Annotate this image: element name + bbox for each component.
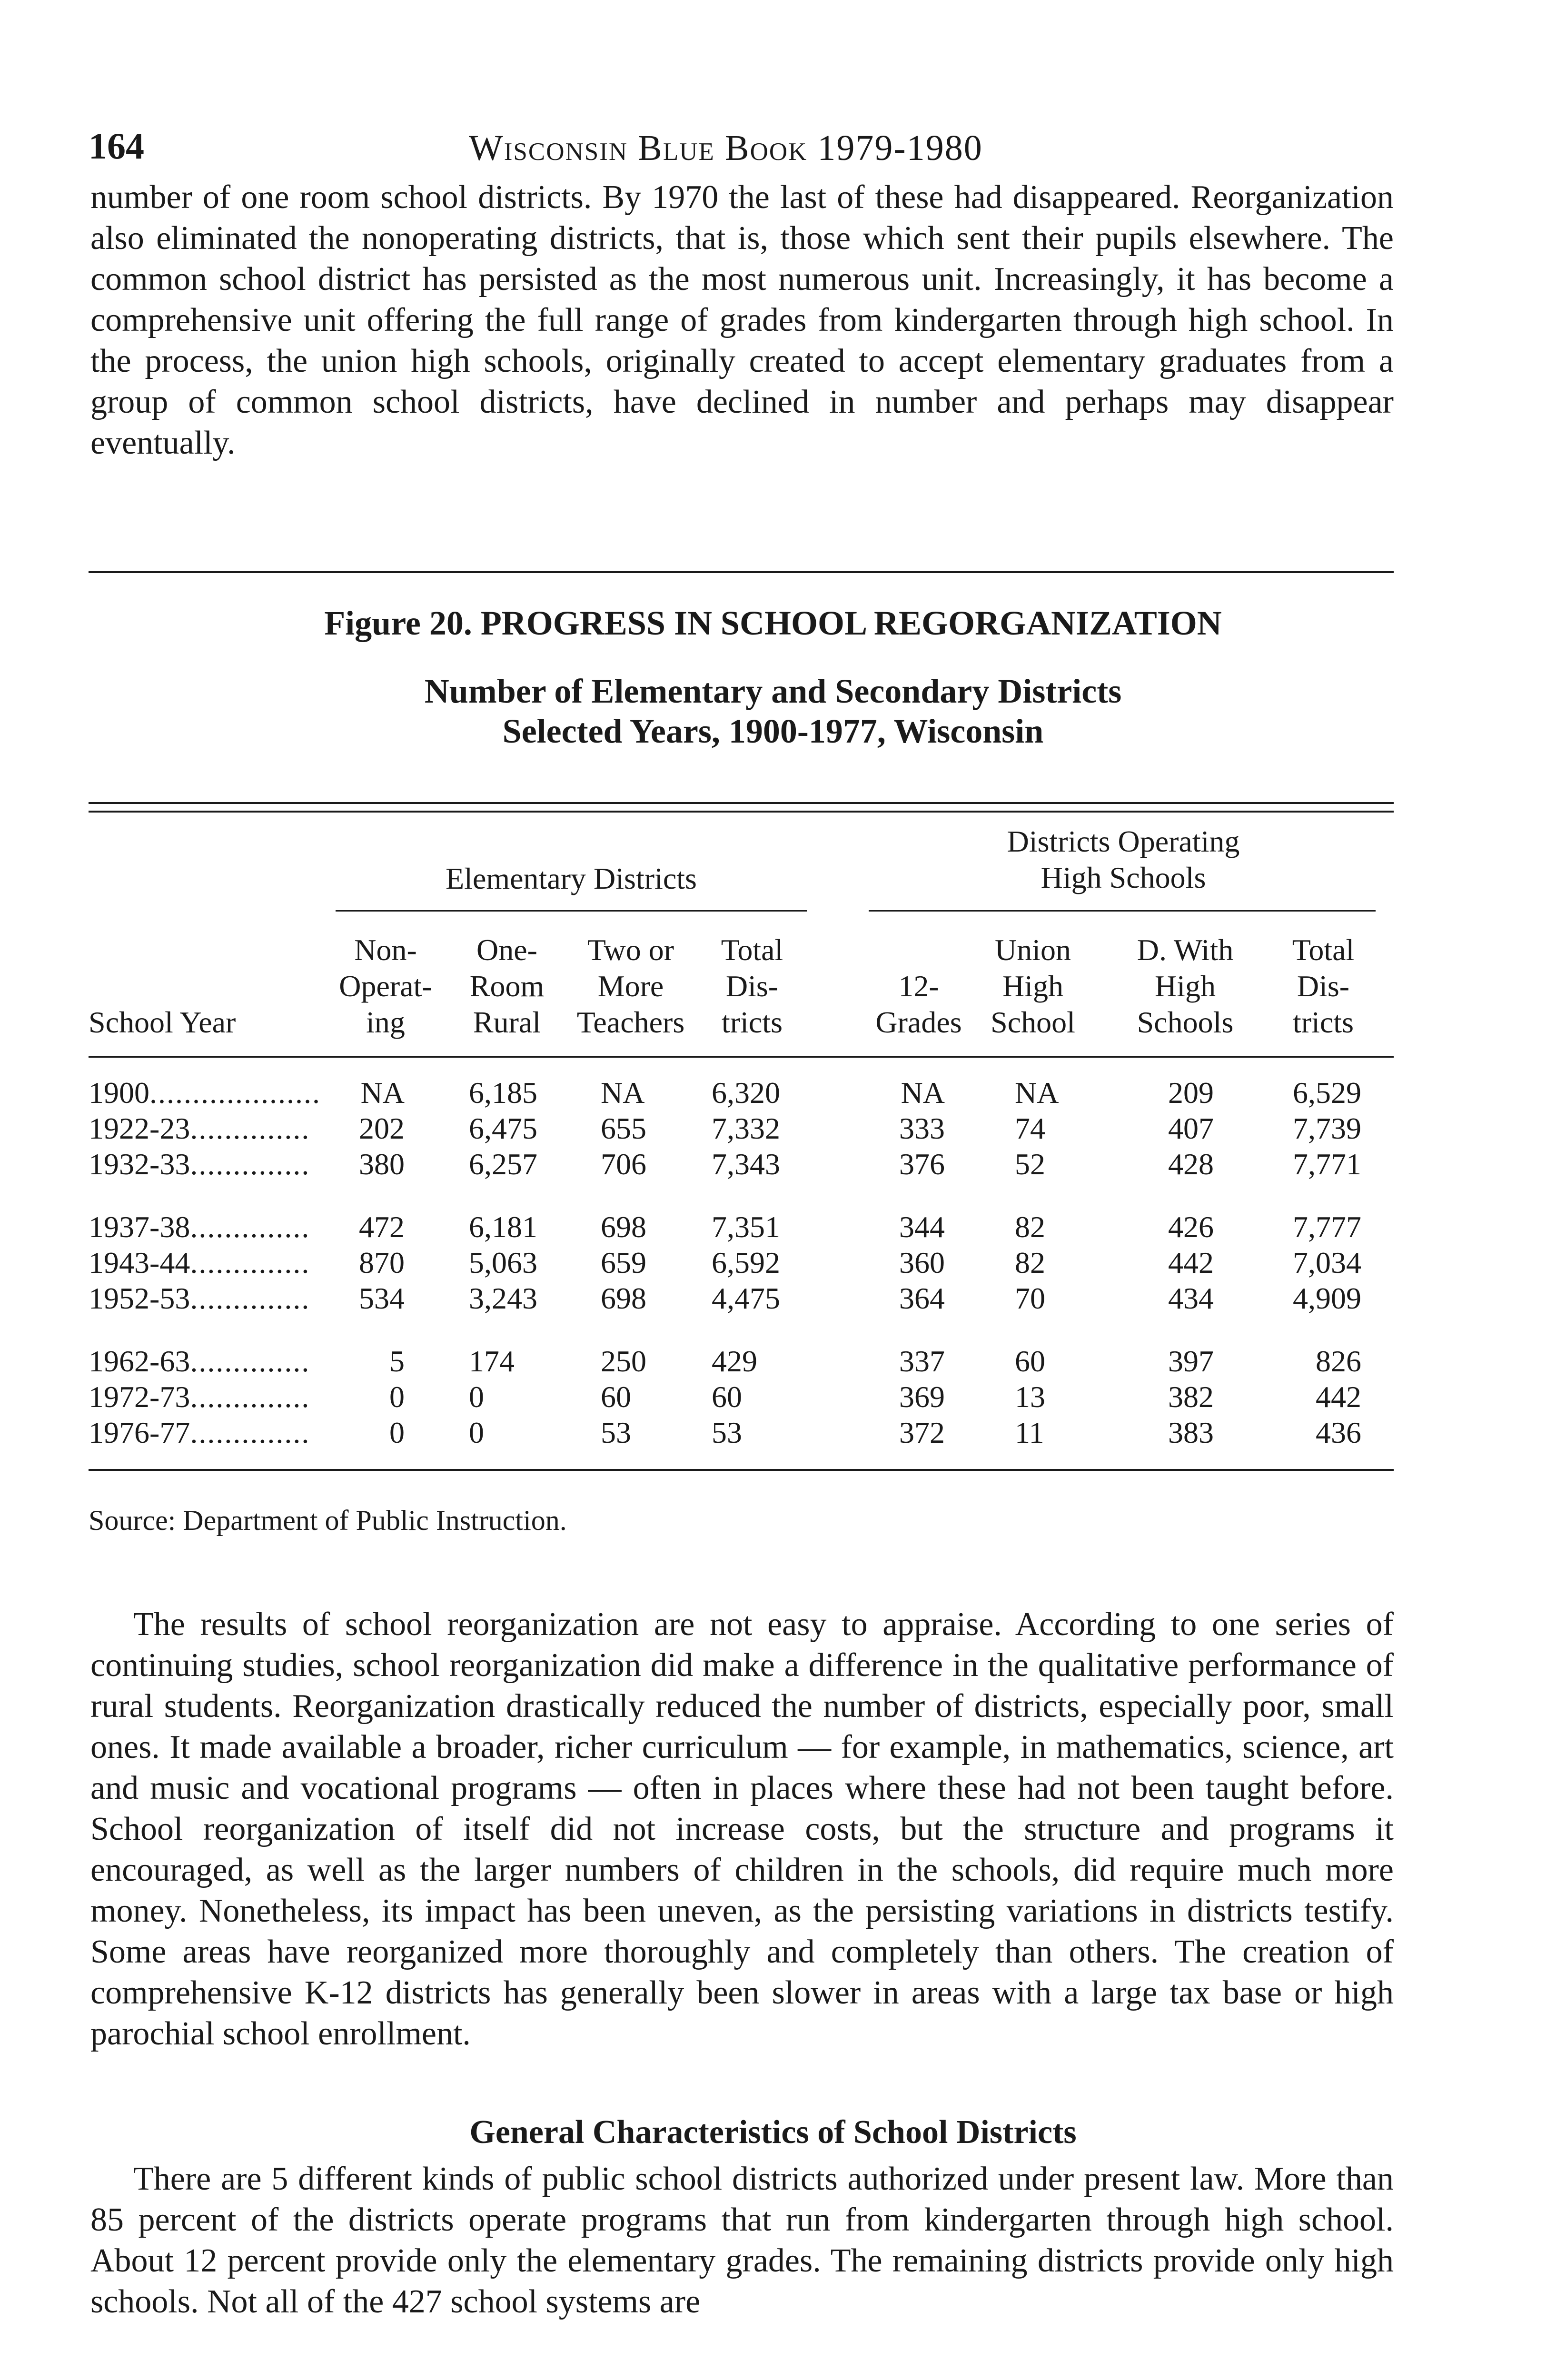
row-label-school-year bbox=[89, 1379, 310, 1415]
group-header-high-line-2: High Schools bbox=[1041, 861, 1206, 894]
table-cell: 397 bbox=[1168, 1344, 1214, 1378]
table-cell: 7,351 bbox=[712, 1210, 780, 1244]
leader-dots: .............. bbox=[190, 1416, 310, 1449]
school-year-text: 1943-44 bbox=[89, 1246, 190, 1279]
table-cell: NA bbox=[360, 1076, 405, 1110]
group-header-high-line-1: Districts Operating bbox=[1007, 824, 1240, 858]
table-cell: NA bbox=[901, 1076, 945, 1110]
column-header-line: Two or bbox=[587, 933, 674, 967]
column-header-school-year: School Year bbox=[89, 1005, 236, 1039]
table-cell: 13 bbox=[1015, 1380, 1045, 1414]
table-cell: 6,185 bbox=[469, 1076, 537, 1110]
table-cell: 202 bbox=[359, 1111, 405, 1145]
column-header-12-grades bbox=[862, 932, 976, 1041]
row-label-school-year bbox=[89, 1075, 321, 1111]
column-header-line: Rural bbox=[473, 1005, 541, 1039]
paragraph-intro-text: number of one room school districts. By 1970 the last of these had disappeared. Reorganization also eliminated the nonoperating districts, that is, those which sent their pupils elsewhere. The common school district has persisted as the most numerous unit. Increasingly, it has become a comprehensive unit offering the full range of grades from kindergarten through high school. In the process, the union high schools, originally created to accept elementary graduates from a group of common school districts, have declined in number and perhaps may disappear eventually. bbox=[90, 179, 1394, 461]
table-cell: 7,034 bbox=[1293, 1246, 1361, 1279]
column-header-line: Total bbox=[721, 933, 783, 967]
table-cell: 74 bbox=[1015, 1111, 1045, 1145]
table-cell: 382 bbox=[1168, 1380, 1214, 1414]
row-label-school-year bbox=[89, 1415, 310, 1451]
school-year-text: 1952-53 bbox=[89, 1281, 190, 1315]
column-header-elementary-total bbox=[700, 932, 804, 1041]
table-cell: 0 bbox=[389, 1416, 405, 1449]
table-source-note: Source: Department of Public Instruction. bbox=[89, 1505, 567, 1536]
table-cell: 383 bbox=[1168, 1416, 1214, 1449]
leader-dots: .............. bbox=[190, 1111, 310, 1145]
table-bottom-rule bbox=[89, 1469, 1394, 1471]
figure-subtitle-line-2: Selected Years, 1900-1977, Wisconsin bbox=[502, 712, 1044, 750]
column-header-one-room-rural bbox=[452, 932, 562, 1041]
column-header-line: Grades bbox=[875, 1005, 962, 1039]
column-header-line: D. With bbox=[1137, 933, 1234, 967]
column-header-line: Room bbox=[469, 969, 545, 1003]
table-cell: 826 bbox=[1316, 1344, 1361, 1378]
table-cell: 6,320 bbox=[712, 1076, 780, 1110]
table-cell: 436 bbox=[1316, 1416, 1361, 1449]
leader-dots: .............. bbox=[190, 1380, 310, 1414]
leader-dots: .............. bbox=[190, 1281, 310, 1315]
column-header-line: Teachers bbox=[576, 1005, 685, 1039]
table-cell: 53 bbox=[712, 1416, 742, 1449]
table-cell: 7,332 bbox=[712, 1111, 780, 1145]
running-title: Wisconsin Blue Book 1979-1980 bbox=[469, 128, 983, 168]
table-cell: 434 bbox=[1168, 1281, 1214, 1315]
table-cell: 380 bbox=[359, 1147, 405, 1181]
table-cell: 706 bbox=[601, 1147, 646, 1181]
table-cell: NA bbox=[601, 1076, 645, 1110]
table-cell: 60 bbox=[1015, 1344, 1045, 1378]
table-cell: 372 bbox=[899, 1416, 945, 1449]
table-cell: 0 bbox=[469, 1380, 484, 1414]
table-cell: 870 bbox=[359, 1246, 405, 1279]
table-cell: 6,592 bbox=[712, 1246, 780, 1279]
column-header-line: Union bbox=[995, 933, 1071, 967]
table-cell: 60 bbox=[601, 1380, 631, 1414]
table-cell: 6,529 bbox=[1293, 1076, 1361, 1110]
column-header-line: Operat- bbox=[339, 969, 432, 1003]
table-cell: 209 bbox=[1168, 1076, 1214, 1110]
paragraph-results bbox=[90, 1604, 1394, 2054]
table-cell: 698 bbox=[601, 1210, 646, 1244]
table-cell: 429 bbox=[712, 1344, 757, 1378]
table-cell: 655 bbox=[601, 1111, 646, 1145]
table-cell: 442 bbox=[1168, 1246, 1214, 1279]
table-cell: 3,243 bbox=[469, 1281, 537, 1315]
table-cell: 659 bbox=[601, 1246, 646, 1279]
column-header-line: 12- bbox=[898, 969, 939, 1003]
table-cell: 250 bbox=[601, 1344, 646, 1378]
figure-top-rule bbox=[89, 571, 1394, 573]
column-header-line: Total bbox=[1292, 933, 1355, 967]
table-cell: 4,909 bbox=[1293, 1281, 1361, 1315]
group-header-elementary: Elementary Districts bbox=[446, 862, 697, 895]
table-cell: 344 bbox=[899, 1210, 945, 1244]
school-year-text: 1976-77 bbox=[89, 1416, 190, 1449]
column-header-line bbox=[862, 932, 976, 968]
page-number: 164 bbox=[89, 125, 144, 167]
column-header-line: School bbox=[991, 1005, 1075, 1039]
table-cell: 7,343 bbox=[712, 1147, 780, 1181]
table-top-rule-2 bbox=[89, 811, 1394, 813]
column-header-line: Dis- bbox=[725, 969, 779, 1003]
table-cell: 6,181 bbox=[469, 1210, 537, 1244]
table-cell: 428 bbox=[1168, 1147, 1214, 1181]
column-header-line: tricts bbox=[1293, 1005, 1354, 1039]
row-label-school-year bbox=[89, 1209, 310, 1245]
table-cell: 369 bbox=[899, 1380, 945, 1414]
table-cell: 82 bbox=[1015, 1246, 1045, 1279]
school-year-text: 1962-63 bbox=[89, 1344, 190, 1378]
table-cell: 407 bbox=[1168, 1111, 1214, 1145]
table-cell: NA bbox=[1015, 1076, 1059, 1110]
paragraph-intro bbox=[90, 177, 1394, 464]
column-header-line: More bbox=[597, 969, 664, 1003]
group-rule-elementary bbox=[336, 910, 807, 912]
column-header-union-high-school bbox=[976, 932, 1090, 1041]
table-cell: 174 bbox=[469, 1344, 515, 1378]
leader-dots: .............. bbox=[190, 1210, 310, 1244]
table-cell: 534 bbox=[359, 1281, 405, 1315]
table-cell: 426 bbox=[1168, 1210, 1214, 1244]
table-cell: 5 bbox=[389, 1344, 405, 1378]
table-cell: 0 bbox=[469, 1416, 484, 1449]
row-label-school-year bbox=[89, 1111, 310, 1147]
table-cell: 5,063 bbox=[469, 1246, 537, 1279]
paragraph-results-text: The results of school reorganization are not easy to appraise. According to one series of continuing studies, school reorganization did make a difference in the qualitative performance of rural students. Reorganization drastically reduced the number of districts, especially poor, small ones. It made available a broader, richer curriculum — for example, in mathematics, science, art and music and vocational programs — often in places where these had not been taught before. School reorganization of itself did not increase costs, but the structure and programs it encouraged, as well as the larger numbers of children in the schools, did require much more money. Nonetheless, its impact has been uneven, as the persisting variations in districts testify. Some areas have reorganized more thoroughly and completely than others. The creation of comprehensive K-12 districts has generally been slower in areas with a large tax base or high parochial school enrollment. bbox=[90, 1606, 1394, 2052]
column-header-line: Dis- bbox=[1297, 969, 1350, 1003]
table-cell: 53 bbox=[601, 1416, 631, 1449]
column-header-line: One- bbox=[476, 933, 537, 967]
column-header-two-or-more-teachers bbox=[562, 932, 700, 1041]
table-cell: 7,739 bbox=[1293, 1111, 1361, 1145]
column-header-line: Non- bbox=[354, 933, 417, 967]
figure-subtitle-line-1: Number of Elementary and Secondary Districts bbox=[424, 672, 1122, 710]
table-cell: 6,257 bbox=[469, 1147, 537, 1181]
table-top-rule-1 bbox=[89, 802, 1394, 804]
column-header-line: High bbox=[1155, 969, 1216, 1003]
table-cell: 6,475 bbox=[469, 1111, 537, 1145]
table-cell: 70 bbox=[1015, 1281, 1045, 1315]
table-cell: 364 bbox=[899, 1281, 945, 1315]
figure-title: Figure 20. PROGRESS IN SCHOOL REGORGANIZATION bbox=[324, 604, 1222, 642]
table-cell: 376 bbox=[899, 1147, 945, 1181]
table-cell: 472 bbox=[359, 1210, 405, 1244]
leader-dots: .................... bbox=[149, 1076, 321, 1110]
column-header-d-with-high-schools bbox=[1109, 932, 1261, 1041]
group-rule-high bbox=[869, 910, 1376, 912]
table-header-rule bbox=[89, 1056, 1394, 1058]
table-cell: 337 bbox=[899, 1344, 945, 1378]
school-year-text: 1937-38 bbox=[89, 1210, 190, 1244]
school-year-text: 1900 bbox=[89, 1076, 149, 1110]
school-year-text: 1922-23 bbox=[89, 1111, 190, 1145]
column-header-line: tricts bbox=[722, 1005, 783, 1039]
table-cell: 7,771 bbox=[1293, 1147, 1361, 1181]
column-header-high-total bbox=[1266, 932, 1380, 1041]
school-year-text: 1972-73 bbox=[89, 1380, 190, 1414]
section-heading: General Characteristics of School Districts bbox=[469, 2114, 1077, 2151]
table-cell: 333 bbox=[899, 1111, 945, 1145]
leader-dots: .............. bbox=[190, 1147, 310, 1181]
leader-dots: .............. bbox=[190, 1246, 310, 1279]
column-header-line: High bbox=[1002, 969, 1063, 1003]
row-label-school-year bbox=[89, 1146, 310, 1182]
paragraph-characteristics bbox=[90, 2159, 1394, 2322]
row-label-school-year bbox=[89, 1245, 310, 1281]
leader-dots: .............. bbox=[190, 1344, 310, 1378]
table-cell: 442 bbox=[1316, 1380, 1361, 1414]
column-header-non-operating bbox=[319, 932, 452, 1041]
table-cell: 360 bbox=[899, 1246, 945, 1279]
paragraph-characteristics-text: There are 5 different kinds of public school districts authorized under present law. More than 85 percent of the districts operate programs that run from kindergarten through high school. About 12 percent provide only the elementary grades. The remaining districts provide only high schools. Not all of the 427 school systems are bbox=[90, 2161, 1394, 2320]
table-cell: 82 bbox=[1015, 1210, 1045, 1244]
table-cell: 60 bbox=[712, 1380, 742, 1414]
table-cell: 4,475 bbox=[712, 1281, 780, 1315]
figure-subtitle bbox=[0, 671, 1546, 751]
table-cell: 7,777 bbox=[1293, 1210, 1361, 1244]
row-label-school-year bbox=[89, 1343, 310, 1379]
column-header-line: Schools bbox=[1137, 1005, 1234, 1039]
school-year-text: 1932-33 bbox=[89, 1147, 190, 1181]
table-cell: 0 bbox=[389, 1380, 405, 1414]
table-cell: 11 bbox=[1015, 1416, 1044, 1449]
row-label-school-year bbox=[89, 1280, 310, 1317]
column-header-line: ing bbox=[366, 1005, 405, 1039]
table-cell: 52 bbox=[1015, 1147, 1045, 1181]
group-header-high-schools bbox=[871, 823, 1376, 896]
table-cell: 698 bbox=[601, 1281, 646, 1315]
